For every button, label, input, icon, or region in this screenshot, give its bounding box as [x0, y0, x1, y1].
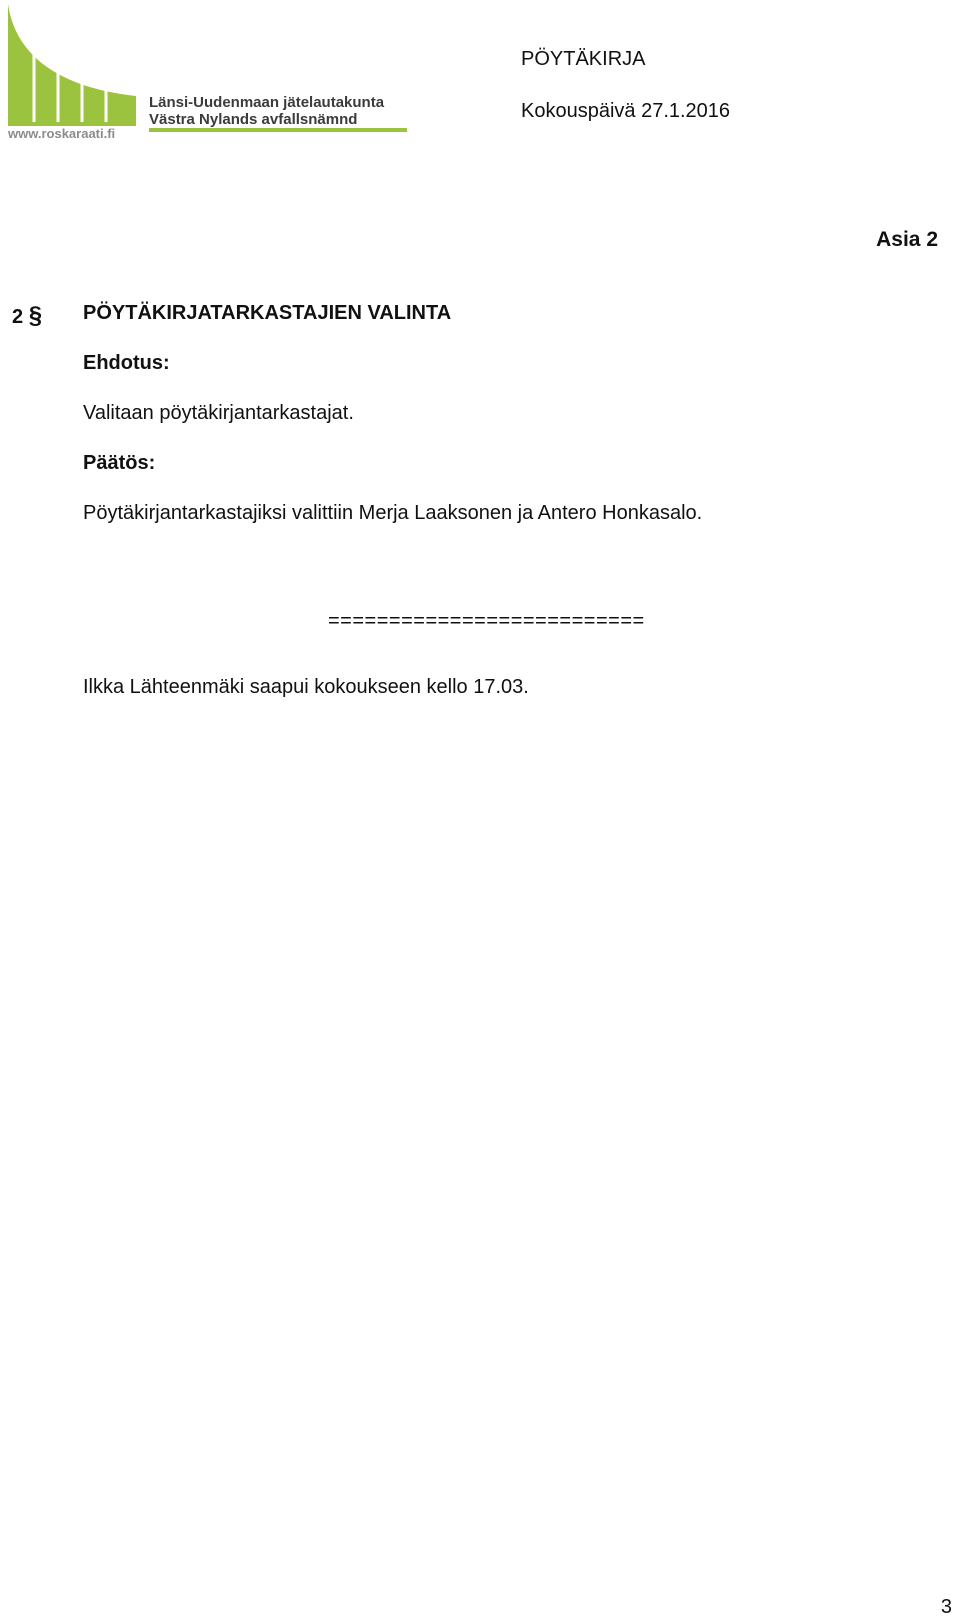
document-type: PÖYTÄKIRJA [521, 48, 646, 70]
proposal-heading: Ehdotus: [83, 352, 170, 374]
decision-heading: Päätös: [83, 452, 156, 474]
logo-url: www.roskaraati.fi [8, 126, 116, 141]
proposal-text: Valitaan pöytäkirjantarkastajat. [83, 402, 354, 424]
decision-text: Pöytäkirjantarkastajiksi valittiin Merja Laaksonen ja Antero Honkasalo. [83, 502, 703, 524]
section-title: PÖYTÄKIRJATARKASTAJIEN VALINTA [83, 302, 452, 324]
section-number [12, 302, 42, 330]
page-number: 3 [940, 1596, 952, 1618]
meeting-date: Kokouspäivä 27.1.2016 [521, 100, 731, 122]
item-label: Asia 2 [876, 228, 938, 251]
logo-line2: Västra Nylands avfallsnämnd [149, 111, 358, 128]
organization-logo [6, 4, 422, 144]
section-number-value: 2 [12, 306, 24, 328]
logo-line1: Länsi-Uudenmaan jätelautakunta [149, 94, 385, 111]
arrival-note: Ilkka Lähteenmäki saapui kokoukseen kello 17.03. [83, 676, 529, 698]
separator-line: ========================== [328, 610, 645, 632]
section-sign: § [28, 302, 43, 329]
